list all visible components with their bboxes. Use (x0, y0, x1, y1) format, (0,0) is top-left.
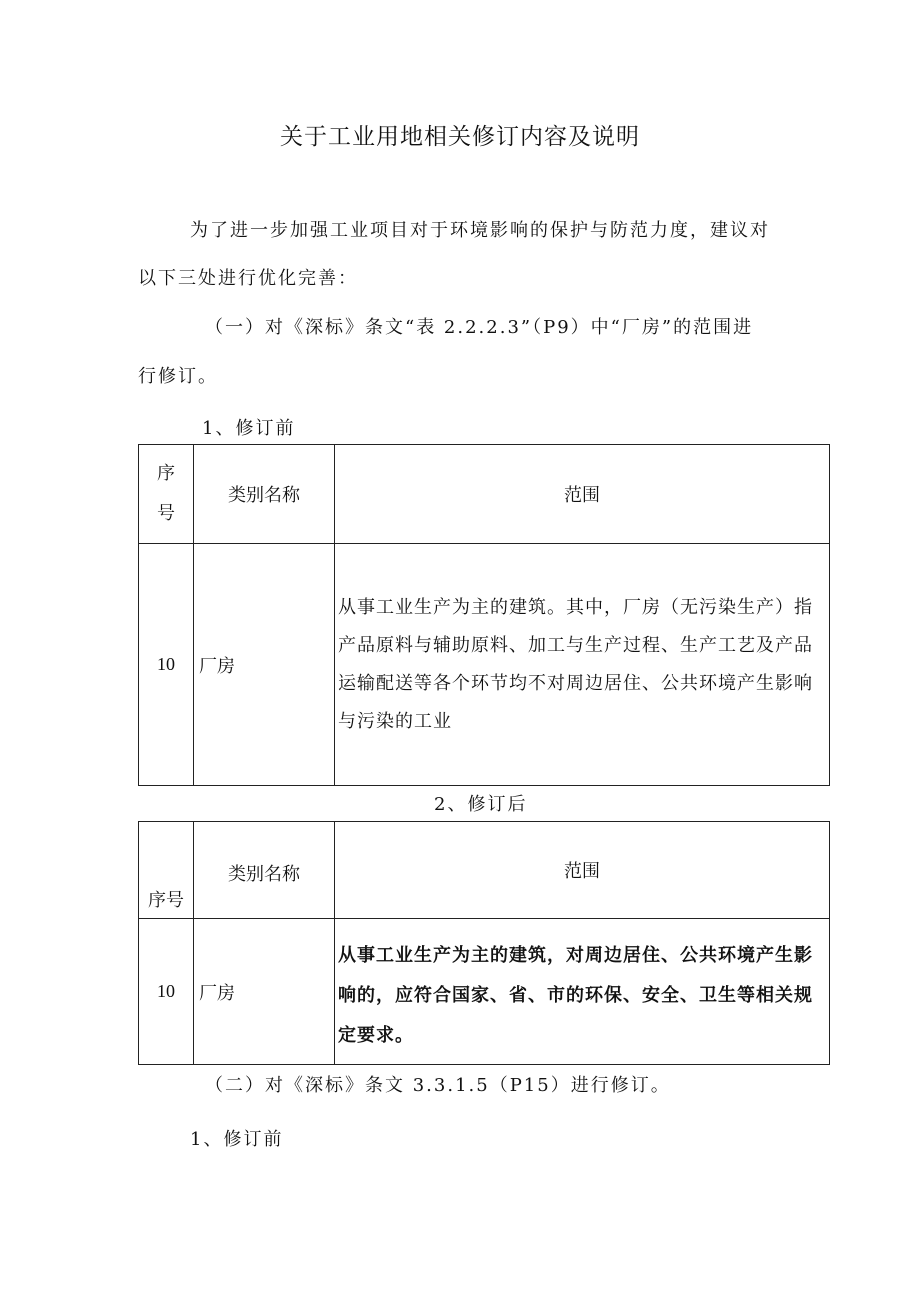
intro-line-1: 为了进一步加强工业项目对于环境影响的保护与防范力度，建议对 (190, 220, 770, 241)
after-row-scope (335, 919, 830, 1065)
after-name-header: 类别名称 (194, 822, 335, 919)
table-row (139, 919, 830, 1065)
before-table (138, 444, 830, 786)
intro-line-2: 以下三处进行优化完善： (138, 268, 358, 289)
document-title: 关于工业用地相关修订内容及说明 (280, 124, 640, 150)
section1-heading-line-1: （一）对《深标》条文“表 2.2.2.3”（P9）中“厂房”的范围进 (205, 317, 754, 338)
after-seq-header: 序号 (139, 822, 194, 919)
section2-heading: （二）对《深标》条文 3.3.1.5（P15）进行修订。 (205, 1075, 671, 1096)
before-scope-header: 范围 (335, 445, 830, 544)
section1-heading-line-2: 行修订。 (138, 366, 218, 387)
after-row-name: 厂房 (194, 919, 335, 1065)
section1-after-label: 2、修订后 (434, 794, 528, 815)
section1-before-label: 1、修订前 (202, 418, 296, 439)
after-scope-header: 范围 (335, 822, 830, 919)
before-row-scope-text: 从事工业生产为主的建筑。其中，厂房（无污染生产）指产品原料与辅助原料、加工与生产过程、生产工艺及产品运输配送等各个环节均不对周边居住、公共环境产生影响与污染的工业 (338, 596, 813, 732)
before-row-scope (335, 544, 830, 786)
before-table-header-row (139, 445, 830, 544)
after-row-seq: 10 (139, 919, 194, 1065)
before-seq-header (139, 445, 194, 544)
after-table (138, 821, 830, 1065)
after-row-scope-text: 从事工业生产为主的建筑，对周边居住、公共环境产生影响的，应符合国家、省、市的环保、安全、卫生等相关规定要求。 (338, 944, 813, 1046)
before-row-seq: 10 (139, 544, 194, 786)
before-seq-header-bottom: 号 (157, 503, 175, 524)
before-seq-header-top: 序 (157, 463, 175, 484)
table-row (139, 544, 830, 786)
after-table-header-row (139, 822, 830, 919)
before-name-header: 类别名称 (194, 445, 335, 544)
section2-before-label: 1、修订前 (190, 1129, 284, 1150)
before-row-name: 厂房 (194, 544, 335, 786)
